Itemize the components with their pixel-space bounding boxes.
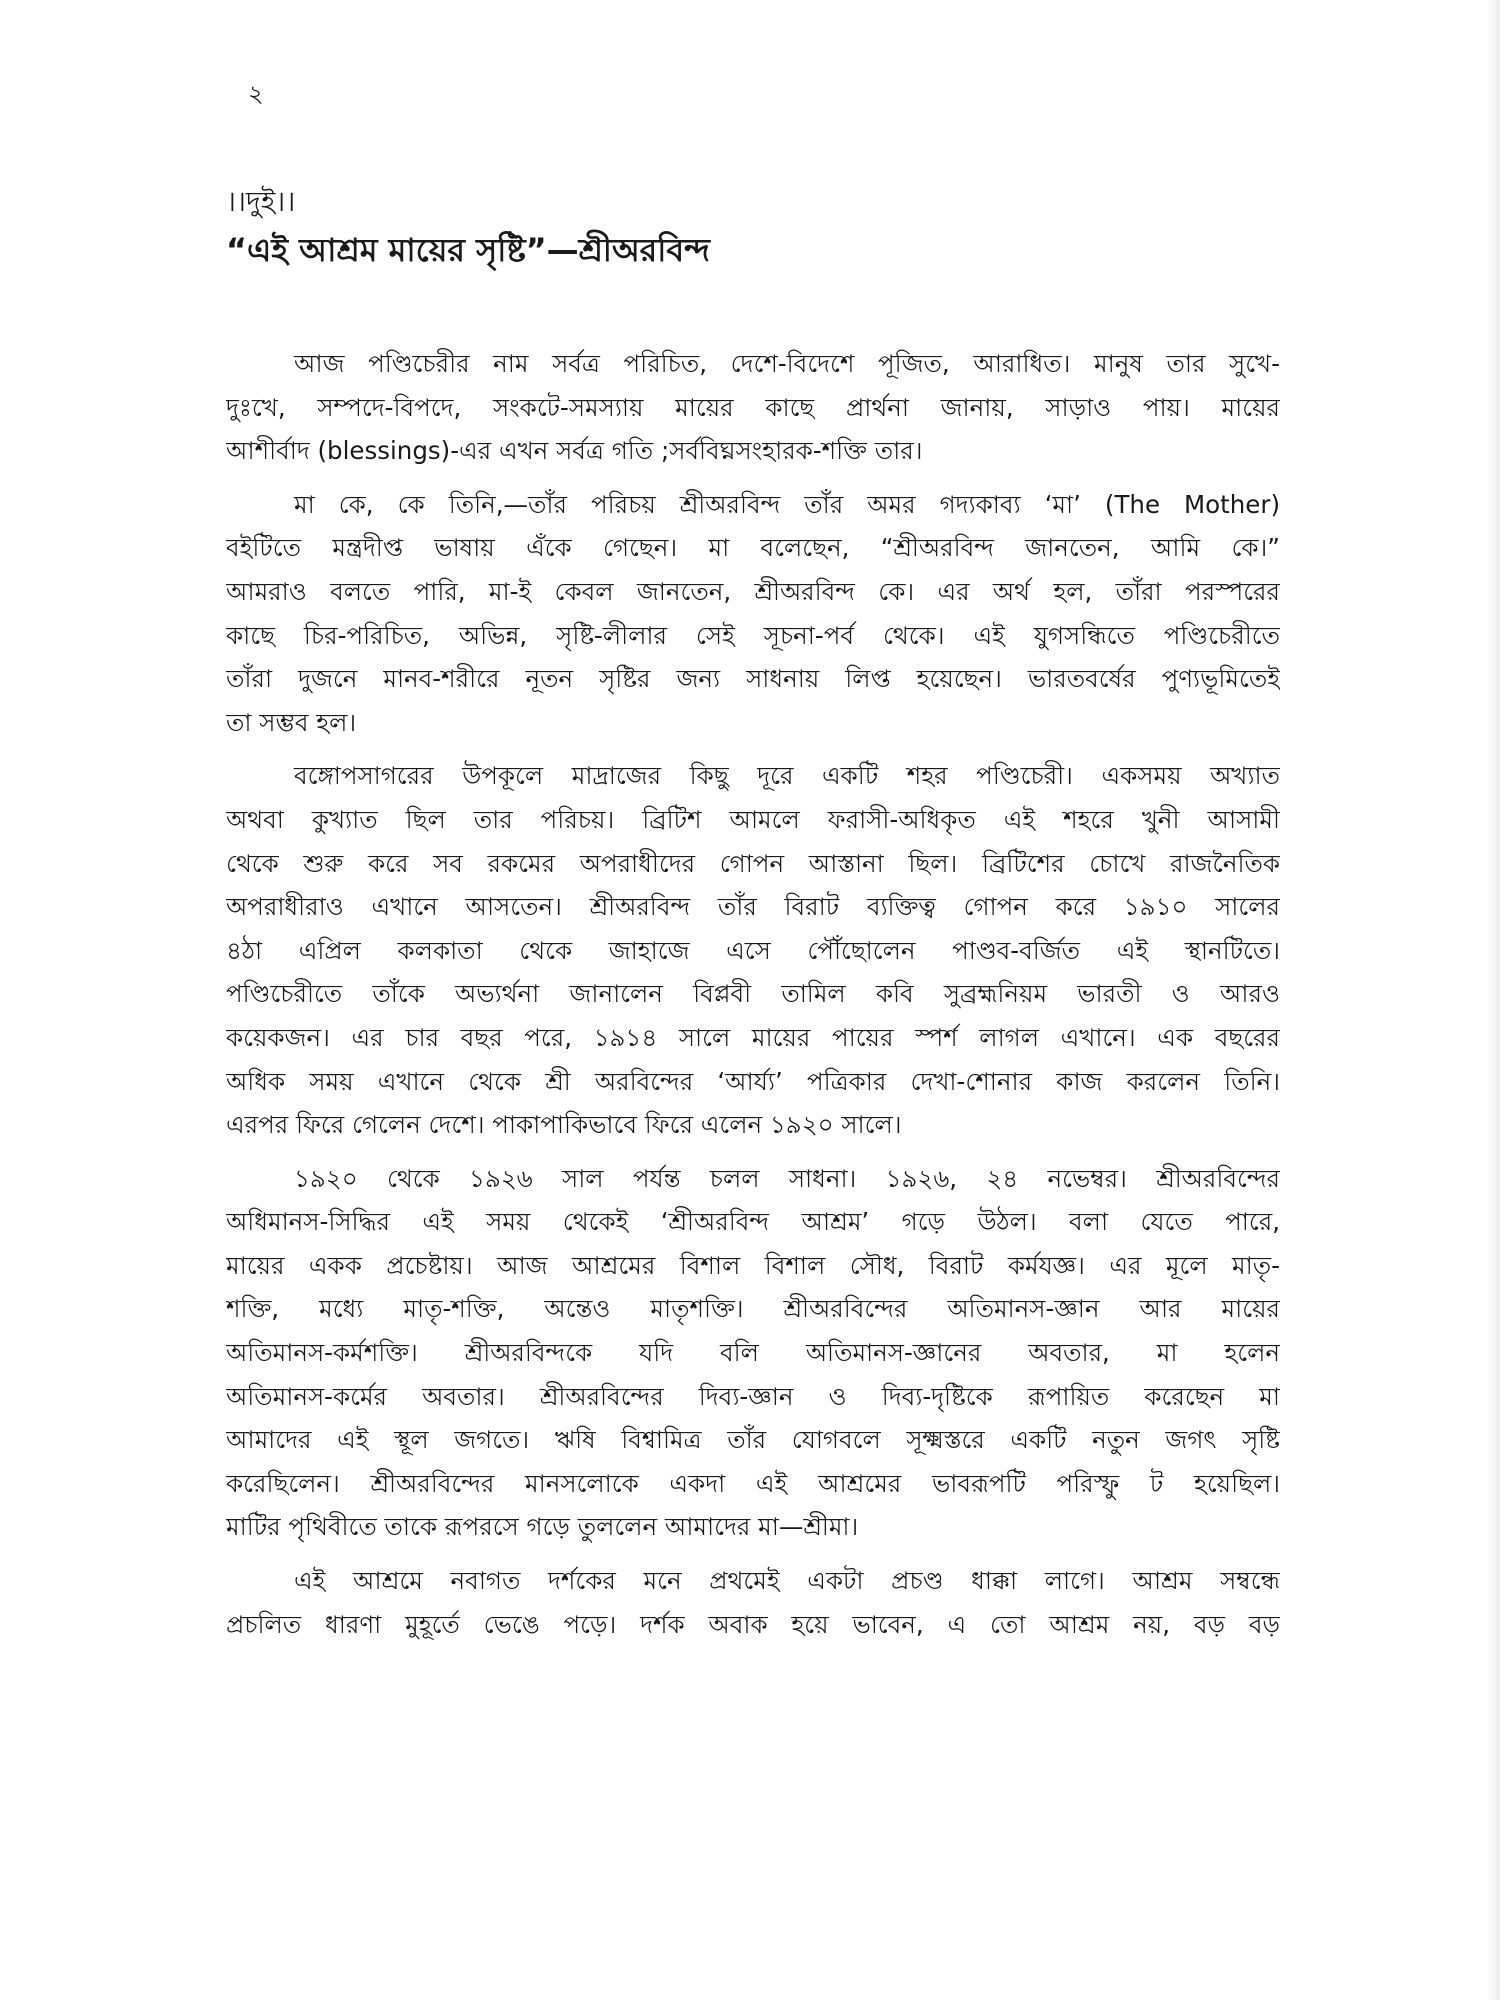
body-text	[226, 342, 1280, 1656]
text-line: মাটির পৃথিবীতে তাকে রূপরসে গড়ে তুললেন আমাদের মা—শ্রীমা।	[226, 1512, 859, 1542]
text-line: এই আশ্রমে নবাগত দর্শকের মনে প্রথমেই একটা প্রচণ্ড ধাক্কা লাগে। আশ্রম সম্বন্ধে	[294, 1566, 1280, 1596]
paragraph	[226, 483, 1280, 745]
text-line: প্রচলিত ধারণা মুহূর্তে ভেঙে পড়ে। দর্শক অবাক হয়ে ভাবেন, এ তো আশ্রম নয়, বড় বড়	[226, 1609, 1280, 1639]
text-line: অতিমানস-কর্মশক্তি। শ্রীঅরবিন্দকে যদি বলি অতিমানস-জ্ঞানের অবতার, মা হলেন	[226, 1338, 1280, 1368]
text-line: অতিমানস-কর্মের অবতার। শ্রীঅরবিন্দের দিব্য-জ্ঞান ও দিব্য-দৃষ্টিকে রূপায়িত করেছেন মা	[226, 1381, 1280, 1411]
text-line: অধিমানস-সিদ্ধির এই সময় থেকেই ‘শ্রীঅরবিন্দ আশ্রম’ গড়ে উঠল। বলা যেতে পারে,	[226, 1207, 1280, 1237]
text-line: ১৯২০ থেকে ১৯২৬ সাল পর্যন্ত চলল সাধনা। ১৯২৬, ২৪ নভেম্বর। শ্রীঅরবিন্দের	[294, 1163, 1280, 1193]
text-line: অথবা কুখ্যাত ছিল তার পরিচয়। ব্রিটিশ আমলে ফরাসী-অধিকৃত এই শহরে খুনী আসামী	[226, 804, 1280, 834]
paragraph	[226, 1559, 1280, 1646]
text-line: ৪ঠা এপ্রিল কলকাতা থেকে জাহাজে এসে পৌঁছোলেন পাণ্ডব-বর্জিত এই স্থানটিতে।	[226, 935, 1280, 965]
chapter-title: “এই আশ্রম মায়ের সৃষ্টি”—শ্রীঅরবিন্দ	[226, 231, 710, 269]
page-edge	[1486, 0, 1500, 2000]
text-line: তাঁরা দুজনে মানব-শরীরে নূতন সৃষ্টির জন্য সাধনায় লিপ্ত হয়েছেন। ভারতবর্ষের পুণ্যভূমিতেই	[226, 664, 1280, 694]
text-line: আশীর্বাদ (blessings)-এর এখন সর্বত্র গতি ;সর্ববিঘ্নসংহারক-শক্তি তার।	[226, 436, 923, 466]
text-line: শক্তি, মধ্যে মাতৃ-শক্তি, অন্তেও মাতৃশক্তি। শ্রীঅরবিন্দের অতিমানস-জ্ঞান আর মায়ের	[226, 1294, 1280, 1324]
text-line: মায়ের একক প্রচেষ্টায়। আজ আশ্রমের বিশাল বিশাল সৌধ, বিরাট কর্মযজ্ঞ। এর মূলে মাতৃ-	[226, 1250, 1280, 1280]
text-line: তা সম্ভব হল।	[226, 707, 357, 737]
text-line: অপরাধীরাও এখানে আসতেন। শ্রীঅরবিন্দ তাঁর বিরাট ব্যক্তিত্ব গোপন করে ১৯১০ সালের	[226, 892, 1280, 922]
chapter-label: ।।দুই।।	[226, 185, 296, 218]
text-line: আমরাও বলতে পারি, মা-ই কেবল জানতেন, শ্রীঅরবিন্দ কে। এর অর্থ হল, তাঁরা পরস্পরের	[226, 576, 1280, 606]
text-line: দুঃখে, সম্পদে-বিপদে, সংকটে-সমস্যায় মায়ের কাছে প্রার্থনা জানায়, সাড়াও পায়। মায়ের	[226, 392, 1280, 422]
text-line: বইটিতে মন্ত্রদীপ্ত ভাষায় এঁকে গেছেন। মা বলেছেন, “শ্রীঅরবিন্দ জানতেন, আমি কে।”	[226, 533, 1280, 563]
text-line: এরপর ফিরে গেলেন দেশে। পাকাপাকিভাবে ফিরে এলেন ১৯২০ সালে।	[226, 1110, 902, 1140]
text-line: কাছে চির-পরিচিত, অভিন্ন, সৃষ্টি-লীলার সেই সূচনা-পর্ব থেকে। এই যুগসন্ধিতে পণ্ডিচেরীতে	[226, 620, 1280, 650]
text-line: করেছিলেন। শ্রীঅরবিন্দের মানসলোকে একদা এই আশ্রমের ভাবরূপটি পরিস্ফু ট হয়েছিল।	[226, 1468, 1280, 1498]
text-line: আজ পণ্ডিচেরীর নাম সর্বত্র পরিচিত, দেশে-বিদেশে পূজিত, আরাধিত। মানুষ তার সুখে-	[294, 349, 1280, 378]
text-line: মা কে, কে তিনি,—তাঁর পরিচয় শ্রীঅরবিন্দ তাঁর অমর গদ্যকাব্য ‘মা’ (The Mother)	[294, 489, 1280, 519]
paragraph	[226, 1157, 1280, 1549]
text-line: কয়েকজন। এর চার বছর পরে, ১৯১৪ সালে মায়ের পায়ের স্পর্শ লাগল এখানে। এক বছরের	[226, 1022, 1280, 1052]
text-line: থেকে শুরু করে সব রকমের অপরাধীদের গোপন আস্তানা ছিল। ব্রিটিশের চোখে রাজনৈতিক	[226, 848, 1280, 878]
text-line: আমাদের এই স্থূল জগতে। ঋষি বিশ্বামিত্র তাঁর যোগবলে সূক্ষ্মস্তরে একটি নতুন জগৎ সৃষ্টি	[226, 1425, 1280, 1455]
text-line: অধিক সময় এখানে থেকে শ্রী অরবিন্দের ‘আর্য্য’ পত্রিকার দেখা-শোনার কাজ করলেন তিনি।	[226, 1066, 1280, 1096]
chapter-heading	[226, 180, 1280, 276]
paragraph	[226, 754, 1280, 1146]
paragraph	[226, 342, 1280, 473]
text-line: বঙ্গোপসাগরের উপকূলে মাদ্রাজের কিছু দূরে একটি শহর পণ্ডিচেরী। একসময় অখ্যাত	[294, 761, 1280, 791]
text-line: পণ্ডিচেরীতে তাঁকে অভ্যর্থনা জানালেন বিপ্লবী তামিল কবি সুব্রহ্মনিয়ম ভারতী ও আরও	[226, 979, 1280, 1009]
page-number: ২	[248, 80, 264, 108]
